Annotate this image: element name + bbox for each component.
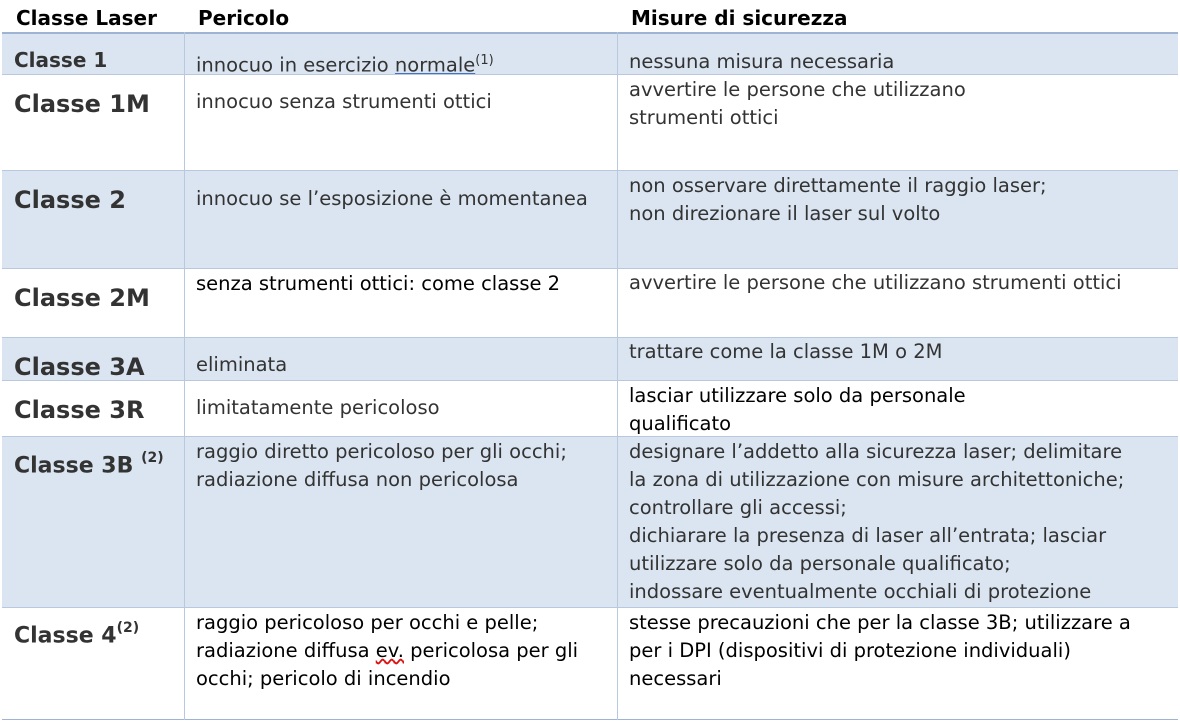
measures-cell: avvertire le persone che utilizzano strumenti ottici bbox=[629, 78, 966, 129]
measures-cell: trattare come la classe 1M o 2M bbox=[629, 340, 943, 363]
class-label: Classe 1M bbox=[14, 90, 150, 118]
header-misure: Misure di sicurezza bbox=[631, 6, 848, 30]
measures-cell: lasciar utilizzare solo da personale qualificato bbox=[629, 384, 966, 435]
danger-cell: limitatamente pericoloso bbox=[196, 396, 440, 419]
measures-cell: designare l’addetto alla sicurezza laser; delimitare la zona di utilizzazione con misure architettoniche; controllare gli accessi; dichiarare la presenza di laser all’entrata; lasciar utilizzare solo da personale qualificato; indossare eventualmente occhiali di protezione bbox=[629, 440, 1125, 603]
measures-cell: avvertire le persone che utilizzano strumenti ottici bbox=[629, 271, 1122, 294]
column-divider-2 bbox=[617, 32, 618, 720]
class-label: Classe 2 bbox=[14, 186, 126, 214]
danger-cell: senza strumenti ottici: come classe 2 bbox=[196, 272, 561, 295]
class-label: Classe 3B $^{(2)}$ bbox=[14, 450, 164, 479]
danger-cell: innocuo se l’esposizione è momentanea bbox=[196, 187, 588, 210]
table-top-border bbox=[2, 32, 1178, 34]
danger-cell: raggio pericoloso per occhi e pelle; radiazione diffusa ev. pericolosa per gli occhi; pericolo di incendio bbox=[196, 611, 579, 690]
column-divider-1 bbox=[184, 32, 185, 720]
danger-cell: raggio diretto pericoloso per gli occhi; radiazione diffusa non pericolosa bbox=[196, 440, 567, 491]
measures-cell: non osservare direttamente il raggio laser; non direzionare il laser sul volto bbox=[629, 174, 1047, 225]
class-label: Classe 2M bbox=[14, 284, 150, 312]
class-label: Classe 1 bbox=[14, 48, 108, 72]
header-classe-laser: Classe Laser bbox=[16, 6, 157, 30]
class-label: Classe 3R bbox=[14, 396, 145, 424]
header-pericolo: Pericolo bbox=[198, 6, 290, 30]
danger-cell: innocuo senza strumenti ottici bbox=[196, 90, 492, 113]
measures-cell: nessuna misura necessaria bbox=[629, 50, 895, 73]
class-label: Classe 3A bbox=[14, 353, 145, 381]
danger-cell: eliminata bbox=[196, 353, 288, 376]
class-label: Classe 4$^{(2)}$ bbox=[14, 620, 140, 649]
danger-cell: innocuo in esercizio normale$^{(1)}$ bbox=[196, 53, 494, 77]
measures-cell: stesse precauzioni che per la classe 3B; utilizzare a per i DPI (dispositivi di protezione individuali) necessari bbox=[629, 611, 1131, 690]
